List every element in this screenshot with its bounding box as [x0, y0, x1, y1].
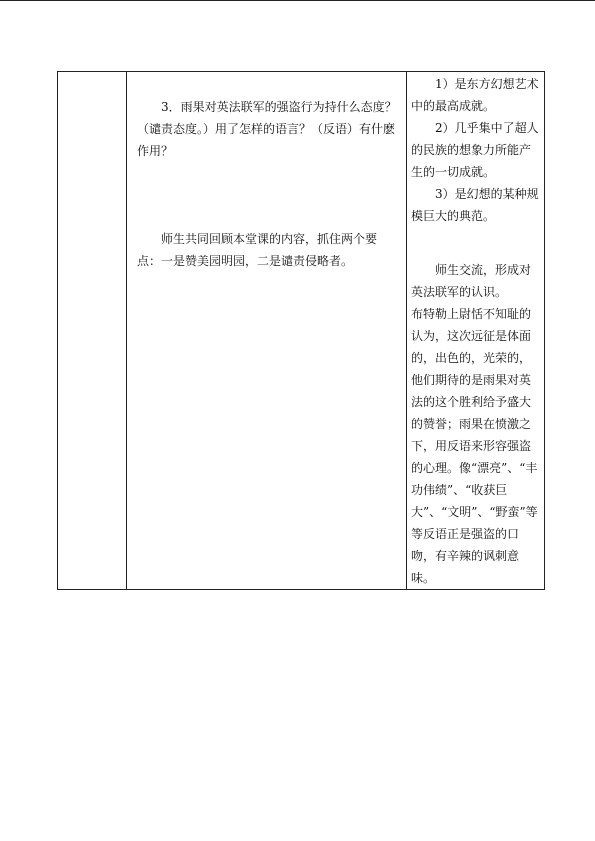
table-cell-teacher-activity [127, 72, 407, 590]
analysis-text: 布特勒上尉恬不知耻的认为，这次远征是体面的，出色的，光荣的，他们期待的是雨果对英法的这个胜利给予盛大的赞誉；雨果在愤激之下，用反语来形容强盗的心理。像“漂亮”、“丰功伟绩”、“收获巨大”、“文明”、“野蛮”等等反语正是强盗的口吻，有辛辣的讽刺意味。 [411, 307, 538, 585]
lesson-table [57, 71, 545, 590]
table-cell-student-activity [407, 72, 545, 590]
page-top-rule [0, 0, 595, 1]
point-2-text: 2）几乎集中了超人的民族的想象力所能产生的一切成就。 [411, 121, 539, 179]
summary-text: 师生共同回顾本堂课的内容，抓住两个要点：一是赞美园明园，二是谴责侵略者。 [137, 232, 378, 268]
exchange-text: 师生交流，形成对英法联军的认识。 [411, 263, 532, 299]
table-cell-label [58, 72, 127, 590]
question-text: 3．雨果对英法联军的强盗行为持什么态度？（谴责态度。）用了怎样的语言？（反语）有什麽作用？ [137, 100, 397, 158]
point-1-text: 1）是东方幻想艺术中的最高成就。 [411, 77, 539, 113]
table-row [58, 72, 545, 590]
point-3-text: 3）是幻想的某种规模巨大的典范。 [411, 187, 539, 223]
